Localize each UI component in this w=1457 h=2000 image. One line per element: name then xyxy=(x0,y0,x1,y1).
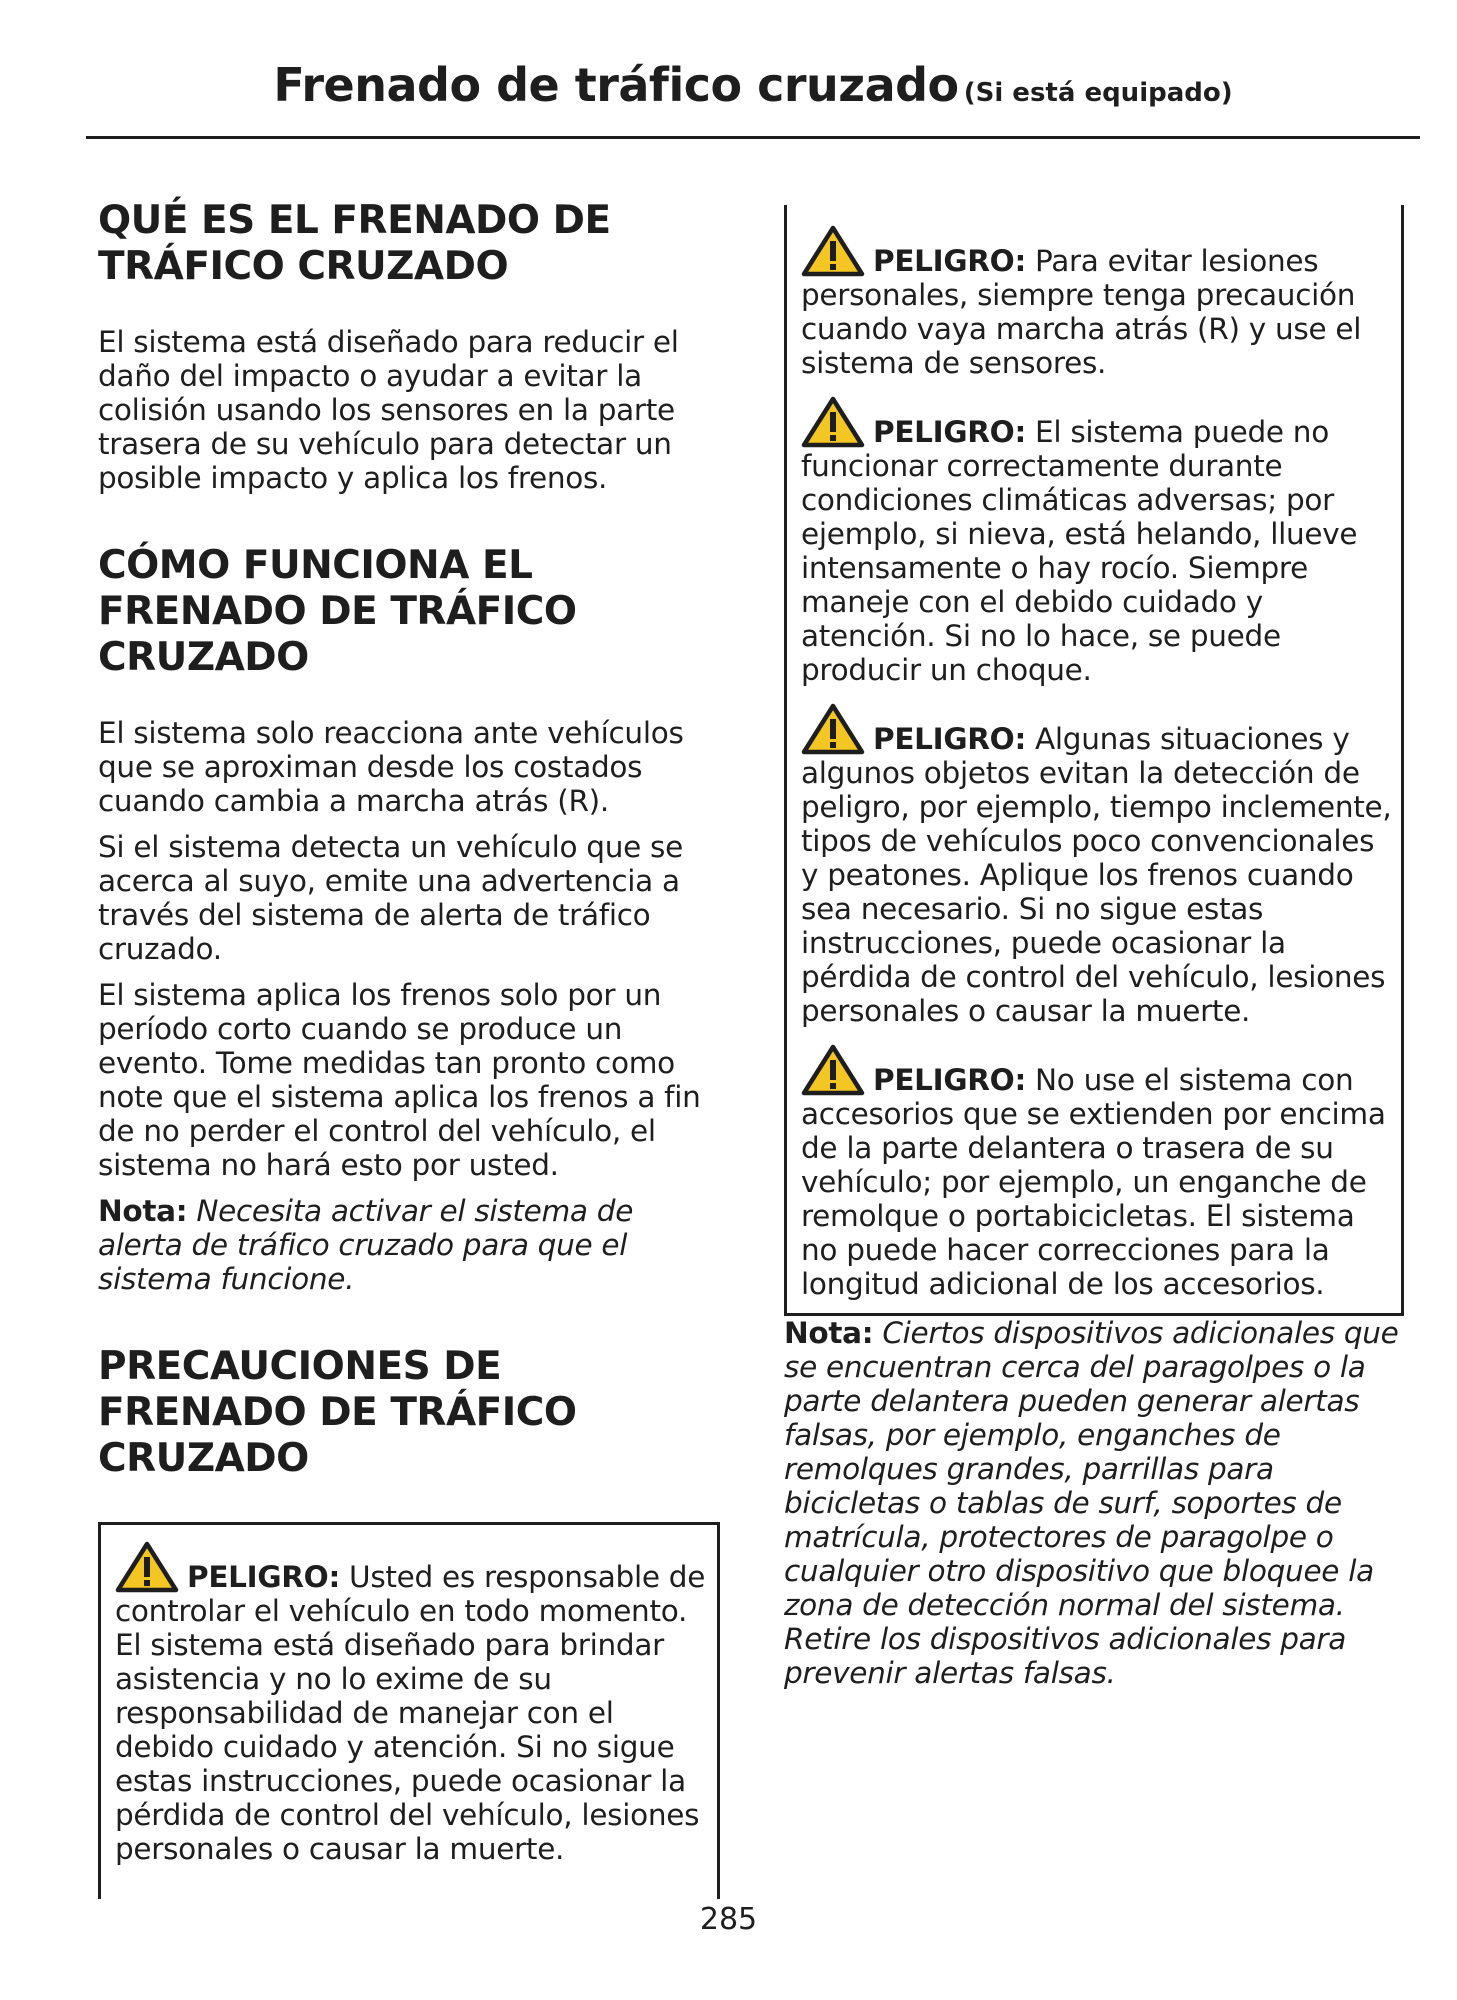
note-text: Necesita activar el sistema de alerta de tráfico cruzado para que el sistema funcione. xyxy=(98,1194,634,1296)
warning-triangle-icon xyxy=(801,703,865,755)
warning-text: Usted es responsable de controlar el vehículo en todo momento. El sistema está diseñado para brindar asistencia y no lo exime de su responsabilidad de manejar con el debido cuidado y atención. Si no sigue estas instrucciones, puede ocasionar la pérdida de control del vehículo, lesiones personales o causar la muerte. xyxy=(115,1560,706,1866)
paragraph: El sistema solo reacciona ante vehículos que se aproximan desde los costados cuando cambia a marcha atrás (R). xyxy=(98,716,684,818)
warning-triangle-icon xyxy=(801,396,865,448)
warning-label: PELIGRO: xyxy=(873,244,1026,278)
paragraph: El sistema aplica los frenos solo por un período corto cuando se produce un evento. Tome medidas tan pronto como note que el sistema aplica los frenos a fin de no perder el control del vehículo, el sistema no hará esto por usted. xyxy=(98,978,701,1182)
note-label: Nota: xyxy=(784,1316,874,1350)
page-title-note: (Si está equipado) xyxy=(963,78,1233,108)
warning-text: Para evitar lesiones personales, siempre tenga precaución cuando vaya marcha atrás (R) y use el sistema de sensores. xyxy=(801,244,1362,380)
warning xyxy=(801,703,1397,1028)
note xyxy=(784,1316,1404,1690)
warning-box xyxy=(98,1522,720,1899)
page-number: 285 xyxy=(699,1902,758,1937)
warning-label: PELIGRO: xyxy=(873,722,1026,756)
note-label: Nota: xyxy=(98,1194,188,1228)
warning-triangle-icon xyxy=(801,225,865,277)
page-title: Frenado de tráfico cruzado xyxy=(273,58,959,112)
warning xyxy=(801,225,1397,380)
warning-label: PELIGRO: xyxy=(187,1560,340,1594)
right-column xyxy=(784,205,1404,1690)
warning-text: Algunas situaciones y algunos objetos evitan la detección de peligro, por ejemplo, tiempo inclemente, tipos de vehículos poco convencionales y peatones. Aplique los frenos cuando sea necesario. Si no sigue estas instrucciones, puede ocasionar la pérdida de control del vehículo, lesiones personales o causar la muerte. xyxy=(801,722,1392,1028)
warning-text: No use el sistema con accesorios que se extienden por encima de la parte delantera o trasera de su vehículo; por ejemplo, un enganche de remolque o portabicicletas. El sistema no puede hacer correcciones para la longitud adicional de los accesorios. xyxy=(801,1063,1386,1301)
warning xyxy=(801,1044,1397,1301)
paragraph: Si el sistema detecta un vehículo que se acerca al suyo, emite una advertencia a través del sistema de alerta de tráfico cruzado. xyxy=(98,830,683,966)
warning-triangle-icon xyxy=(801,1044,865,1096)
warning-text: El sistema puede no funcionar correctamente durante condiciones climáticas adversas; por ejemplo, si nieva, está helando, llueve intensamente o hay rocío. Siempre maneje con el debido cuidado y atención. Si no lo hace, se puede producir un choque. xyxy=(801,415,1358,687)
page-header xyxy=(86,58,1420,112)
warning-triangle-icon xyxy=(115,1541,179,1593)
left-column xyxy=(98,198,720,1899)
section-heading-what-is: QUÉ ES EL FRENADO DE TRÁFICO CRUZADO xyxy=(98,198,611,289)
warning xyxy=(115,1541,713,1866)
paragraph: El sistema está diseñado para reducir el daño del impacto o ayudar a evitar la colisión usando los sensores en la parte trasera de su vehículo para detectar un posible impacto y aplica los frenos. xyxy=(98,325,679,495)
warning-label: PELIGRO: xyxy=(873,415,1026,449)
warning xyxy=(801,396,1397,687)
section-heading-precautions: PRECAUCIONES DE FRENADO DE TRÁFICO CRUZADO xyxy=(98,1344,577,1481)
note xyxy=(98,1194,720,1296)
section-heading-how-it-works: CÓMO FUNCIONA EL FRENADO DE TRÁFICO CRUZADO xyxy=(98,543,577,680)
warning-box xyxy=(784,205,1404,1316)
header-divider xyxy=(86,136,1420,139)
note-text: Ciertos dispositivos adicionales que se encuentran cerca del paragolpes o la parte delantera pueden generar alertas falsas, por ejemplo, enganches de remolques grandes, parrillas para bicicletas o tablas de surf, soportes de matrícula, protectores de paragolpe o cualquier otro dispositivo que bloquee la zona de detección normal del sistema. Retire los dispositivos adicionales para prevenir alertas falsas. xyxy=(784,1316,1399,1690)
warning-label: PELIGRO: xyxy=(873,1063,1026,1097)
